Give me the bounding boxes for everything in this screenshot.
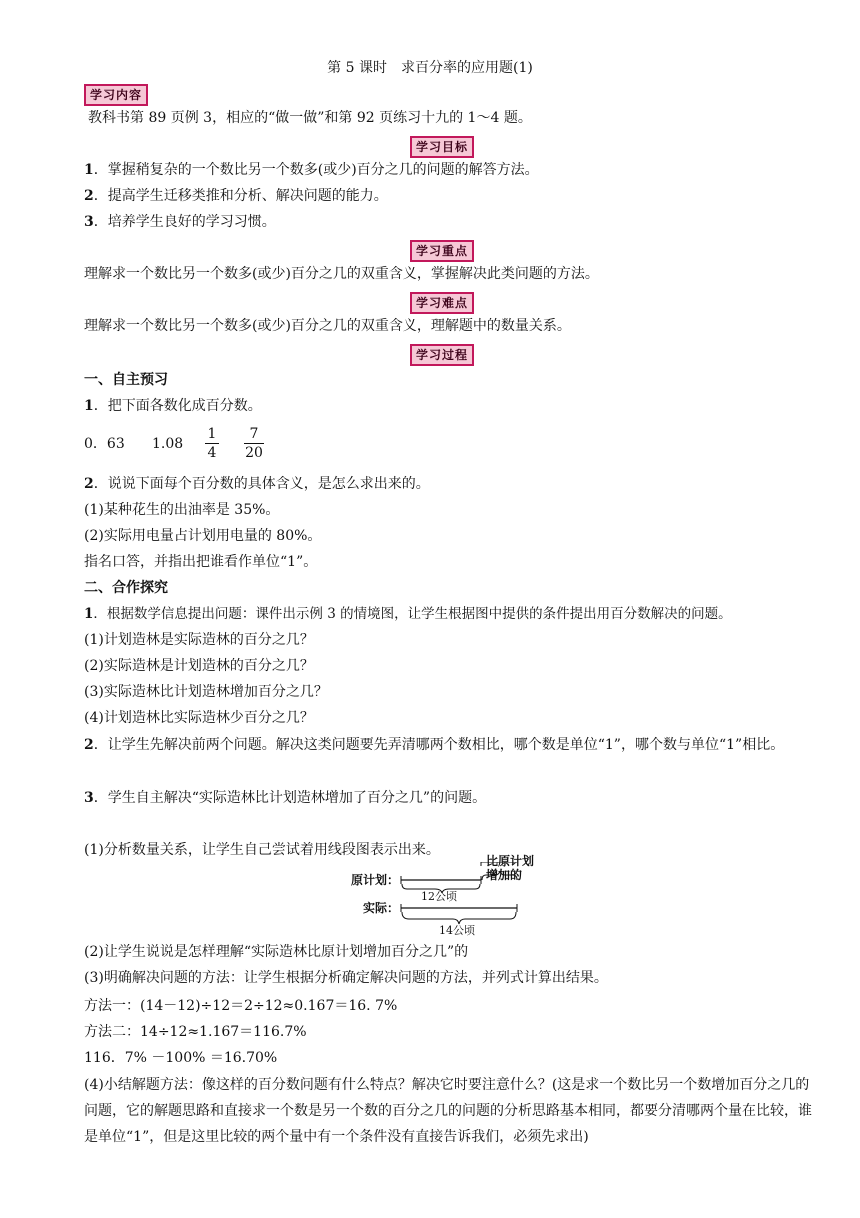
label-12-hectares: 12公顷 [421,890,457,903]
section1-q1-number: 1 [84,398,94,414]
section2-heading: 二、合作探究 [84,580,168,596]
goal-2 [84,186,388,206]
label-14-hectares: 14公顷 [439,924,475,937]
label-increase-line2: 增加的 [486,868,523,882]
badge-key-point: 学习重点 [410,240,474,262]
step-4-summary: (4)小结解题方法：像这样的百分数问题有什么特点？解决它时要注意什么？(这是求一个数比另一个数增加百分之几的问题，它的解题思路和直接求一个数是另一个数的百分之几的问题的分析思路基本相同，都要分清哪两个量在比较，谁是单位“1”，但是这里比较的两个量中有一个条件没有直接告诉我们，必须先求出) [84,1077,812,1145]
goal-1 [84,160,539,180]
fraction-7-20 [244,425,264,462]
goal-2-number: 2 [84,188,94,204]
goal-3-number: 3 [84,214,94,230]
keypoint-text: 理解求一个数比另一个数多(或少)百分之几的双重含义，掌握解决此类问题的方法。 [84,266,599,282]
section1-q1-text: ．把下面各数化成百分数。 [93,398,262,414]
section1-heading: 一、自主预习 [84,372,168,388]
section1-q1 [84,396,262,416]
question-2: (2)实际造林是计划造林的百分之几？ [84,658,314,674]
section1-q2-text: ．说说下面每个百分数的具体含义，是怎么求出来的。 [93,476,430,492]
brace-14 [402,912,516,924]
section2-p1-text: ．根据数学信息提出问题：课件出示例 3 的情境图，让学生根据图中提供的条件提出用百分数解决的问题。 [93,606,732,622]
content-text: 教科书第 89 页例 3，相应的“做一做”和第 92 页练习十九的 1～4 题。 [88,110,532,126]
label-increase-line1: 比原计划 [486,854,535,868]
line-segment-diagram [345,854,545,942]
fraction-7-20-numerator: 7 [249,426,259,442]
question-1: (1)计划造林是实际造林的百分之几？ [84,632,314,648]
fraction-1-4-denominator: 4 [207,445,217,461]
question-3: (3)实际造林比计划造林增加百分之几？ [84,684,328,700]
section1-note: 指名口答，并指出把谁看作单位“1”。 [84,554,318,570]
goal-2-text: ．提高学生迁移类推和分析、解决问题的能力。 [93,188,388,204]
section1-item-1: (1)某种花生的出油率是 35%。 [84,502,280,518]
method-1: 方法一：(14－12)÷12＝2÷12≈0.167＝16. 7% [84,998,398,1014]
badge-learning-content: 学习内容 [84,84,148,106]
step-3: (3)明确解决问题的方法：让学生根据分析确定解决问题的方法，并列式计算出结果。 [84,970,608,986]
section2-p1-number: 1 [84,606,94,622]
section2-p3-text: ．学生自主解决“实际造林比计划造林增加了百分之几”的问题。 [93,790,487,806]
fraction-1-4-numerator: 1 [207,426,217,442]
section1-q2-number: 2 [84,476,94,492]
label-plan: 原计划： [351,873,400,887]
section2-p3 [84,788,486,808]
difficulty-text: 理解求一个数比另一个数多(或少)百分之几的双重含义，理解题中的数量关系。 [84,318,571,334]
section2-p1 [84,604,732,624]
goal-1-text: ．掌握稍复杂的一个数比另一个数多(或少)百分之几的问题的解答方法。 [93,162,539,178]
goal-3-text: ．培养学生良好的学习习惯。 [93,214,276,230]
section2-p2-text: ．让学生先解决前两个问题。解决这类问题要先弄清哪两个数相比，哪个数是单位“1”，哪个数与单位“1”相比。 [93,737,785,753]
section2-p3-number: 3 [84,790,94,806]
step-2: (2)让学生说说是怎样理解“实际造林比原计划增加百分之几”的 [84,944,469,960]
goal-1-number: 1 [84,162,94,178]
page-title: 第 5 课时 求百分率的应用题(1) [327,60,533,76]
badge-difficulty: 学习难点 [410,292,474,314]
value-0-63: 0．63 [84,436,125,452]
method-2-step: 116．7% －100% ＝16.70% [84,1050,278,1066]
section1-item-2: (2)实际用电量占计划用电量的 80%。 [84,528,322,544]
section1-q2 [84,474,430,494]
label-actual: 实际： [363,901,400,915]
value-1-08: 1.08 [152,436,184,452]
section2-p2-number: 2 [84,737,94,753]
question-4: (4)计划造林比实际造林少百分之几？ [84,710,314,726]
section2-p2 [84,732,814,758]
method-2: 方法二：14÷12≈1.167＝116.7% [84,1024,307,1040]
fraction-7-20-denominator: 20 [245,445,263,461]
badge-learning-goals: 学习目标 [410,136,474,158]
step-1: (1)分析数量关系，让学生自己尝试着用线段图表示出来。 [84,842,440,858]
goal-3 [84,212,276,232]
badge-learning-process: 学习过程 [410,344,474,366]
fraction-1-4 [205,425,219,462]
